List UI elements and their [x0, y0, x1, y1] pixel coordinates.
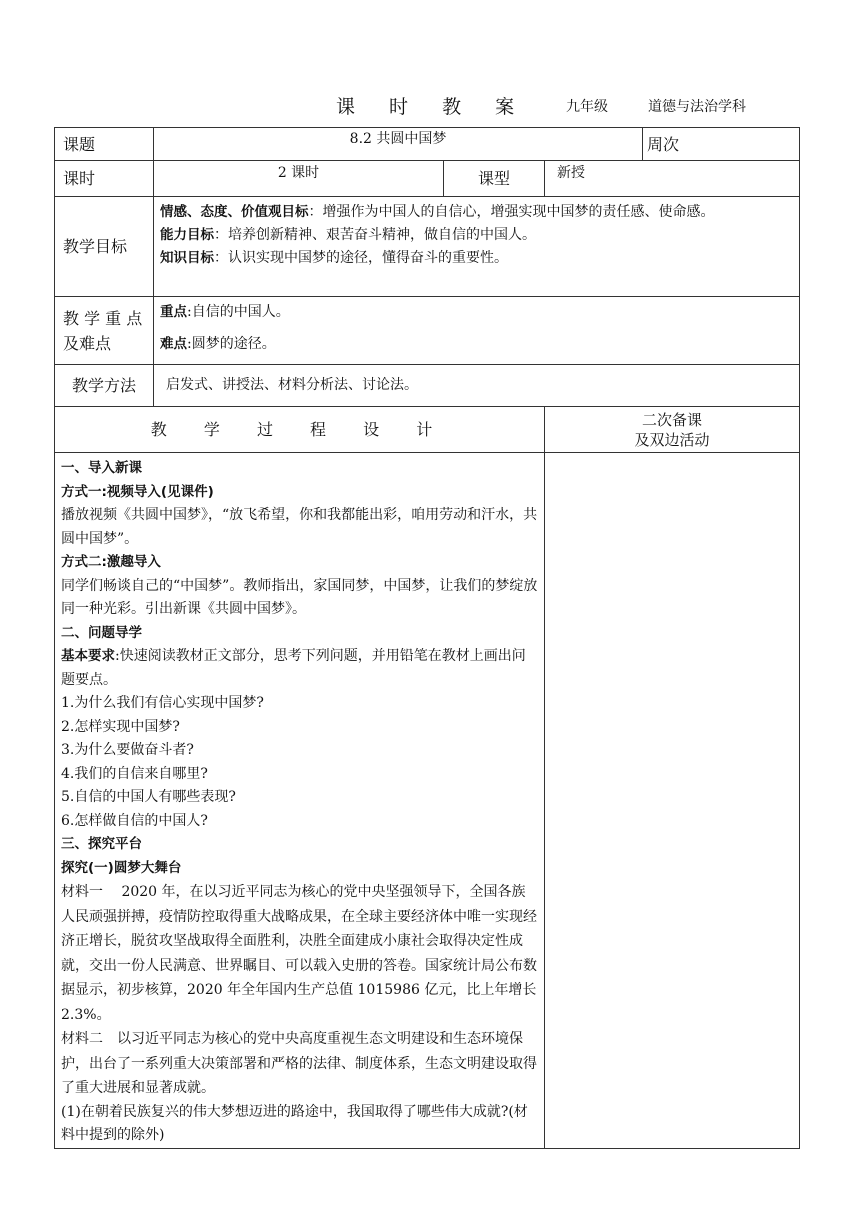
page-header [0, 92, 860, 122]
process-header-row [55, 407, 800, 453]
second-prep-header: 二次备课 及双边活动 [545, 407, 800, 453]
grade-label: 九年级 [566, 99, 608, 115]
method1-text: 播放视频《共圆中国梦》，“放飞希望，你和我都能出彩，咱用劳动和汗水，共圆中国梦”。 [61, 507, 538, 547]
question-item: 3.为什么要做奋斗者? [61, 742, 194, 758]
topic-row [55, 128, 800, 161]
subject-label: 道德与法治学科 [648, 99, 746, 115]
explore1-title: 探究(一)圆梦大舞台 [61, 859, 182, 876]
difficult-point: 难点:圆梦的途径。 [160, 336, 276, 352]
lesson-plan-table [54, 127, 800, 1149]
page-title: 课 时 教 案 [336, 96, 529, 118]
type-label: 课型 [444, 161, 545, 197]
process-content [55, 453, 545, 1149]
goal-ability: 能力目标：培养创新精神、艰苦奋斗精神，做自信的中国人。 [160, 227, 536, 243]
process-row [55, 453, 800, 1149]
methods-row [55, 365, 800, 407]
keypoints-label: 教 学 重 点 及难点 [55, 297, 154, 365]
key-point: 重点:自信的中国人。 [160, 304, 290, 320]
type-value: 新授 [545, 161, 800, 197]
requirements-text: 基本要求:快速阅读教材正文部分，思考下列问题，并用铅笔在教材上画出问题要点。 [61, 648, 526, 688]
question-item: 2.怎样实现中国梦? [61, 718, 180, 735]
keypoints-row [55, 297, 800, 365]
hours-row [55, 161, 800, 197]
hours-value: 2 课时 [154, 161, 444, 197]
material-one: 材料一 2020 年，在以习近平同志为核心的党中央坚强领导下，全国各族人民顽强拼搏，疫情防控取得重大战略成果，在全球主要经济体中唯一实现经济正增长，脱贫攻坚战取得全面胜利，决胜全面建成小康社会取得决定性成就，交出一份人民满意、世界瞩目、可以载入史册的答卷。国家统计局公布数据显示，初步核算，2020 年全年国内生产总值 1015986 亿元，比上年增长 2.3%。 [61, 884, 537, 1023]
week-cell [643, 128, 800, 161]
goal-knowledge: 知识目标：认识实现中国梦的途径，懂得奋斗的重要性。 [160, 250, 508, 266]
week-label: 周次 [647, 134, 680, 154]
goals-content [154, 197, 800, 297]
methods-value: 启发式、讲授法、材料分析法、讨论法。 [154, 365, 800, 407]
methods-label: 教学方法 [55, 365, 154, 407]
process-header: 教 学 过 程 设 计 [55, 407, 545, 453]
section-explore-title: 三、探究平台 [61, 836, 142, 852]
topic-value: 8.2 共圆中国梦 [154, 128, 643, 161]
goals-row [55, 197, 800, 297]
section-questions-title: 二、问题导学 [61, 624, 142, 641]
goal-affective: 情感、态度、价值观目标：增强作为中国人的自信心，增强实现中国梦的责任感、使命感。 [160, 204, 715, 220]
question-item: 4.我们的自信来自哪里? [61, 765, 208, 782]
analysis-question-1: (1)在朝着民族复兴的伟大梦想迈进的路途中，我国取得了哪些伟大成就?(材料中提到的除外) [61, 1103, 528, 1143]
method2-text: 同学们畅谈自己的“中国梦”。教师指出，家国同梦，中国梦，让我们的梦绽放同一种光彩。引出新课《共圆中国梦》。 [61, 577, 538, 617]
hours-label: 课时 [55, 161, 154, 197]
question-item: 6.怎样做自信的中国人? [61, 812, 208, 829]
keypoints-content [154, 297, 800, 365]
topic-label: 课题 [55, 128, 154, 161]
second-prep-column [545, 453, 800, 1149]
question-item: 5.自信的中国人有哪些表现? [61, 789, 236, 805]
material-two: 材料二 以习近平同志为核心的党中央高度重视生态文明建设和生态环境保护，出台了一系列重大决策部署和严格的法律、制度体系，生态文明建设取得了重大进展和显著成就。 [61, 1031, 537, 1096]
method1-title: 方式一:视频导入(见课件) [61, 483, 214, 500]
section-intro-title: 一、导入新课 [61, 460, 142, 476]
method2-title: 方式二:激趣导入 [61, 554, 161, 570]
goals-label: 教学目标 [55, 197, 154, 297]
question-item: 1.为什么我们有信心实现中国梦? [61, 695, 264, 711]
